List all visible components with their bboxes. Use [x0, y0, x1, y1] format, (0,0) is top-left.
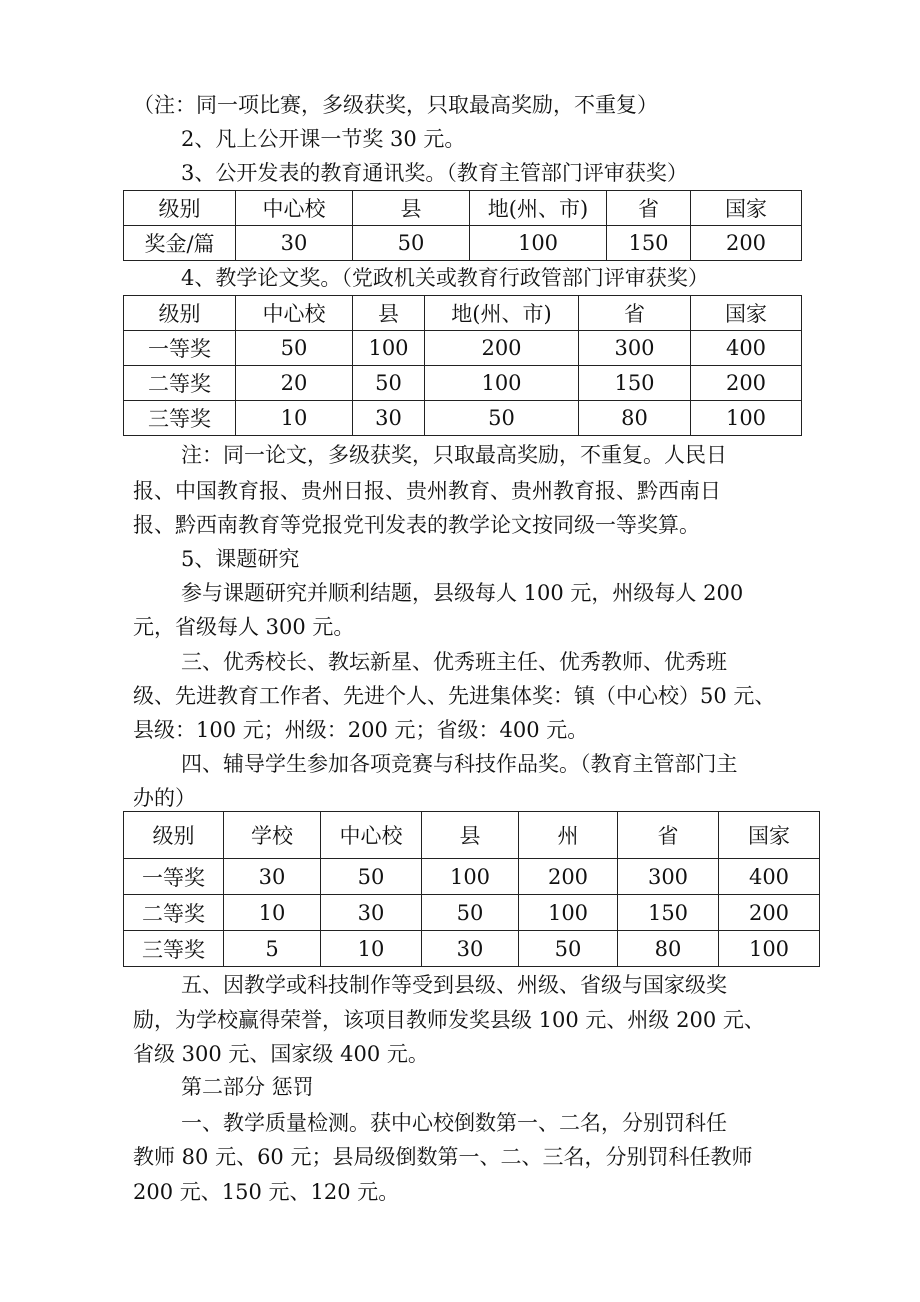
table-cell: 50 [353, 366, 425, 401]
table-row [124, 366, 802, 401]
table-cell: 100 [719, 931, 820, 967]
table-cell: 400 [719, 859, 820, 895]
table-cell: 200 [691, 366, 802, 401]
item-2-line: 2、凡上公开课一节奖 30 元。 [181, 127, 466, 151]
header-cell: 省 [607, 191, 691, 226]
header-cell: 地(州、市) [470, 191, 607, 226]
table-cell: 150 [618, 895, 719, 931]
table-cell: 三等奖 [124, 401, 236, 436]
section-5-line: 省级 300 元、国家级 400 元。 [133, 1042, 429, 1066]
part-2-heading: 第二部分 惩罚 [181, 1075, 314, 1099]
table-row [124, 226, 802, 261]
item-4-heading: 4、教学论文奖。（党政机关或教育行政管部门评审获奖） [181, 266, 709, 290]
table-cell: 10 [321, 931, 422, 967]
header-cell: 学校 [224, 812, 321, 859]
section-5-line: 五、因教学或科技制作等受到县级、州级、省级与国家级奖 [181, 973, 727, 997]
table-cell: 10 [236, 401, 353, 436]
table-cell: 10 [224, 895, 321, 931]
table-cell: 50 [425, 401, 579, 436]
table-cell: 三等奖 [124, 931, 224, 967]
table-cell: 5 [224, 931, 321, 967]
table-row [124, 331, 802, 366]
header-cell: 县 [422, 812, 519, 859]
table-cell: 150 [579, 366, 691, 401]
header-cell: 中心校 [321, 812, 422, 859]
header-cell: 级别 [124, 296, 236, 331]
header-cell: 县 [353, 296, 425, 331]
table-cell: 100 [519, 895, 618, 931]
table-cell: 50 [321, 859, 422, 895]
table-cell: 80 [618, 931, 719, 967]
paper-note-line: 注：同一论文，多级获奖，只取最高奖励，不重复。人民日 [181, 443, 727, 467]
section-3-line: 县级：100 元；州级：200 元；省级：400 元。 [133, 718, 589, 742]
header-cell: 省 [618, 812, 719, 859]
section-3-line: 三、优秀校长、教坛新星、优秀班主任、优秀教师、优秀班 [181, 650, 727, 674]
section-4-heading: 办的） [133, 786, 196, 810]
header-cell: 中心校 [236, 191, 353, 226]
table-cell: 200 [719, 895, 820, 931]
paper-note-line: 报、黔西南教育等党报党刊发表的教学论文按同级一等奖算。 [133, 513, 700, 537]
header-cell: 州 [519, 812, 618, 859]
table-cell: 20 [236, 366, 353, 401]
header-cell: 省 [579, 296, 691, 331]
table-cell: 150 [607, 226, 691, 261]
table-cell: 30 [321, 895, 422, 931]
table-header-row [124, 296, 802, 331]
table-cell: 50 [422, 895, 519, 931]
research-line: 元，省级每人 300 元。 [133, 615, 355, 639]
table-cell: 100 [470, 226, 607, 261]
table-cell: 200 [425, 331, 579, 366]
table-cell: 300 [579, 331, 691, 366]
table-row [124, 895, 820, 931]
table-cell: 二等奖 [124, 895, 224, 931]
table-header-row [124, 812, 820, 859]
header-cell: 国家 [691, 191, 802, 226]
table-cell: 一等奖 [124, 331, 236, 366]
table-header-row [124, 191, 802, 226]
table-cell: 二等奖 [124, 366, 236, 401]
table-cell: 50 [353, 226, 470, 261]
header-cell: 国家 [691, 296, 802, 331]
table-cell: 50 [519, 931, 618, 967]
header-cell: 县 [353, 191, 470, 226]
table-cell: 80 [579, 401, 691, 436]
paper-award-table [123, 295, 802, 436]
table-row [124, 401, 802, 436]
table-cell: 100 [691, 401, 802, 436]
table-row [124, 859, 820, 895]
header-cell: 地(州、市) [425, 296, 579, 331]
table-cell: 300 [618, 859, 719, 895]
header-cell: 级别 [124, 191, 236, 226]
table-cell: 30 [422, 931, 519, 967]
section-5-line: 励，为学校赢得荣誉，该项目教师发奖县级 100 元、州级 200 元、 [133, 1008, 765, 1032]
table-cell: 200 [519, 859, 618, 895]
research-line: 参与课题研究并顺利结题，县级每人 100 元，州级每人 200 [181, 581, 744, 605]
table-cell: 30 [224, 859, 321, 895]
table-cell: 400 [691, 331, 802, 366]
table-cell: 100 [425, 366, 579, 401]
section-3-line: 级、先进教育工作者、先进个人、先进集体奖：镇（中心校）50 元、 [133, 684, 776, 708]
paper-note-line: 报、中国教育报、贵州日报、贵州教育、贵州教育报、黔西南日 [133, 479, 721, 503]
header-cell: 中心校 [236, 296, 353, 331]
item-3-heading: 3、公开发表的教育通讯奖。（教育主管部门评审获奖） [181, 161, 688, 185]
table-cell: 奖金/篇 [124, 226, 236, 261]
table-cell: 一等奖 [124, 859, 224, 895]
penalty-line: 教师 80 元、60 元；县局级倒数第一、二、三名，分别罚科任教师 [133, 1145, 753, 1169]
table-cell: 30 [353, 401, 425, 436]
header-cell: 级别 [124, 812, 224, 859]
penalty-line: 一、教学质量检测。获中心校倒数第一、二名，分别罚科任 [181, 1111, 727, 1135]
competition-award-table [123, 811, 820, 967]
penalty-line: 200 元、150 元、120 元。 [133, 1180, 400, 1204]
table-cell: 30 [236, 226, 353, 261]
item-5-heading: 5、课题研究 [181, 547, 300, 571]
table-cell: 100 [353, 331, 425, 366]
section-4-heading: 四、辅导学生参加各项竞赛与科技作品奖。（教育主管部门主 [181, 752, 738, 776]
table-cell: 50 [236, 331, 353, 366]
table-cell: 100 [422, 859, 519, 895]
header-cell: 国家 [719, 812, 820, 859]
note-line: （注：同一项比赛，多级获奖，只取最高奖励，不重复） [133, 93, 658, 117]
communication-award-table [123, 190, 802, 261]
table-row [124, 931, 820, 967]
table-cell: 200 [691, 226, 802, 261]
